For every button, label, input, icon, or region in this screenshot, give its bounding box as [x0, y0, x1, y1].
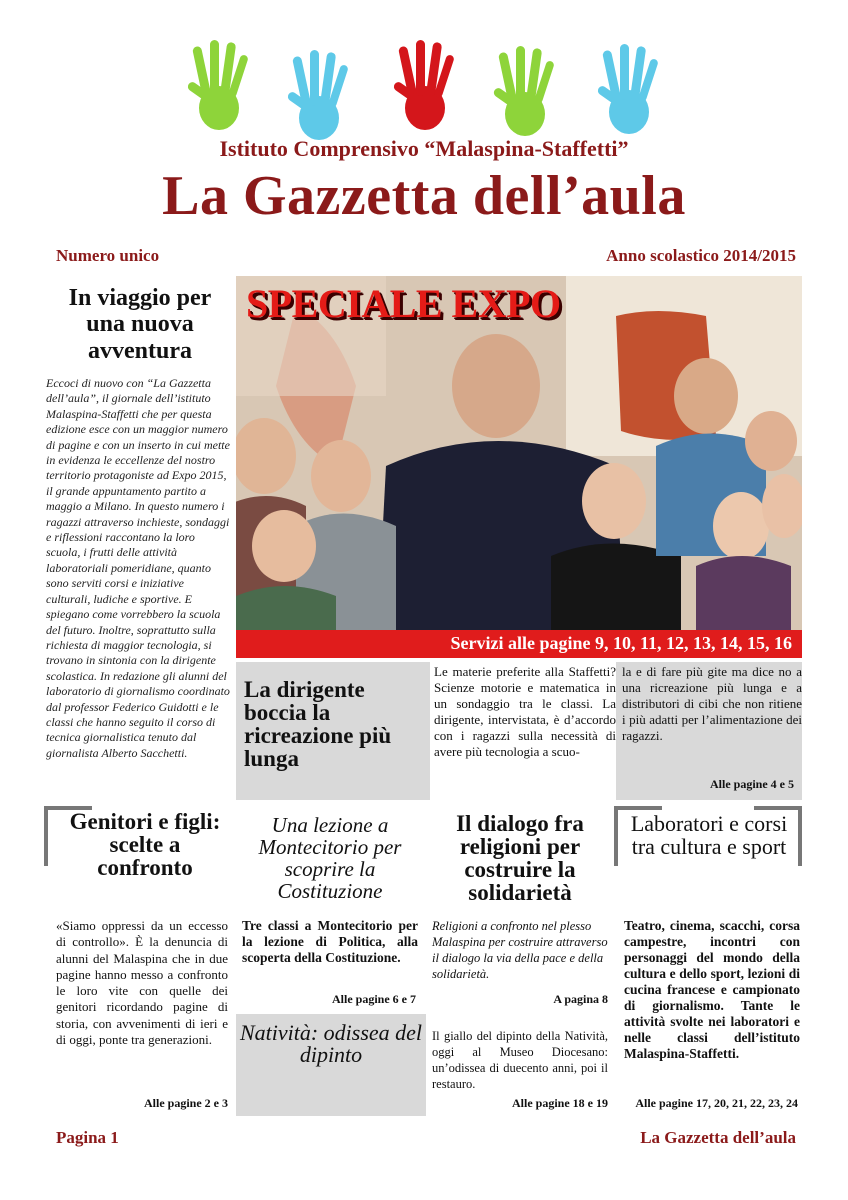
hand-print-icon — [589, 44, 669, 142]
laboratori-headline: Laboratori e corsi tra cultura e sport — [630, 811, 788, 859]
genitori-page-ref: Alle pagine 2 e 3 — [144, 1096, 228, 1110]
dialogo-page-ref: A pagina 8 — [553, 992, 608, 1006]
dirigente-body-col1: Le materie preferite alla Staffetti? Scienze motorie e matematica in un sondaggio tra le classi. La dirigente, intervistata, è d’accordo con i ragazzi sulla necessità di avere più tecnologia a scuo- — [434, 664, 616, 759]
genitori-body: «Siamo oppressi da un eccesso di controllo». È la denuncia di alunni del Malaspina che in due pagine hanno messo a confronto le loro vite con quelle dei genitori ricordando pagine di storia, con avvenimenti di ieri e di oggi, ponte tra generazioni. — [56, 918, 228, 1048]
lezione-body: Tre classi a Montecitorio per la lezione di Politica, alla scoperta della Costituzione. — [242, 918, 418, 965]
hand-print-icon — [279, 50, 359, 148]
laboratori-body: Teatro, cinema, scacchi, corsa campestre, incontri con personaggi del mondo della cultura e dello sport, lezioni di cucina francese e campionato di giornalismo. Tante le attività svolte nei laboratori e nelle classi dell’istituto Malaspina-Staffetti. — [624, 918, 800, 1061]
dialogo-headline: Il dialogo fra religioni per costruire la solidarietà — [456, 811, 584, 905]
school-year-label: Anno scolastico 2014/2015 — [606, 246, 796, 265]
issue-label: Numero unico — [56, 246, 160, 265]
laboratori-page-ref: Alle pagine 17, 20, 21, 22, 23, 24 — [635, 1096, 798, 1110]
dirigente-headline: La dirigente boccia la ricreazione più lunga — [244, 677, 392, 771]
dirigente-body-col2: la e di fare più gite ma dice no a una ricreazione più lunga e a distributori di cibi che non ritiene i più adatti per l’alimentazione dei ragazzi. — [622, 664, 802, 743]
dirigente-page-ref: Alle pagine 4 e 5 — [710, 777, 794, 791]
nativita-body: Il giallo del dipinto della Natività, oggi al Museo Diocesano: un’odissea di duecento anni, poi il restauro. — [432, 1029, 608, 1091]
hand-prints-decoration — [175, 40, 675, 140]
dirigente-article — [236, 662, 802, 800]
page-number: Pagina 1 — [56, 1128, 119, 1147]
school-name: Istituto Comprensivo “Malaspina-Staffetti” — [219, 136, 629, 161]
nativita-headline: Natività: odissea del dipinto — [239, 1020, 423, 1067]
lezione-page-ref: Alle pagine 6 e 7 — [332, 992, 416, 1006]
services-pages-bar: Servizi alle pagine 9, 10, 11, 12, 13, 14, 15, 16 — [236, 630, 802, 658]
dialogo-body: Religioni a confronto nel plesso Malaspina per costruire attraverso il dialogo la via della pace e della solidarietà. — [432, 919, 608, 981]
footer-masthead: La Gazzetta dell’aula — [640, 1128, 796, 1147]
lead-article-headline: In viaggio per una nuova avventura — [68, 285, 212, 364]
class-group-photo — [236, 276, 802, 658]
nativita-page-ref: Alle pagine 18 e 19 — [512, 1096, 608, 1110]
genitori-headline: Genitori e figli: scelte a confronto — [69, 809, 221, 880]
masthead-title: La Gazzetta dell’aula — [162, 165, 686, 227]
hand-print-icon — [385, 40, 465, 138]
special-expo-banner: SPECIALE EXPO — [246, 281, 561, 326]
hand-print-icon — [179, 40, 259, 138]
lezione-headline: Una lezione a Montecitorio per scoprire la Costituzione — [258, 813, 402, 903]
hand-print-icon — [485, 46, 565, 144]
lead-article-body: Eccoci di nuovo con “La Gazzetta dell’aula”, il giornale dell’istituto Malaspina-Staffetti che per questa edizione esce con un maggior numero di pagine e con un inserto in cui mette in evidenza le eccellenze del nostro territorio protagoniste ad Expo 2015, il grande appuntamento partito a maggio a Milano. In questo numero i ragazzi attraverso inchieste, sondaggi e riflessioni raccontano la loro scuola, i frutti delle attività laboratoriali pomeridiane, quanto sono serviti corsi e iniziative culturali, ludiche e sportive. E spiegano come vorrebbero la scuola del futuro. Inoltre, soprattutto sulla richiesta di maggior tecnologia, si trovano in sintonia con la dirigente scolastica. In redazione gli alunni del laboratorio di giornalismo coordinato dal professor Federico Guidotti e le classi che hanno seguito il corso di tecnica giornalistica tenuto dal giornalista Alberto Sacchetti. — [46, 376, 230, 760]
